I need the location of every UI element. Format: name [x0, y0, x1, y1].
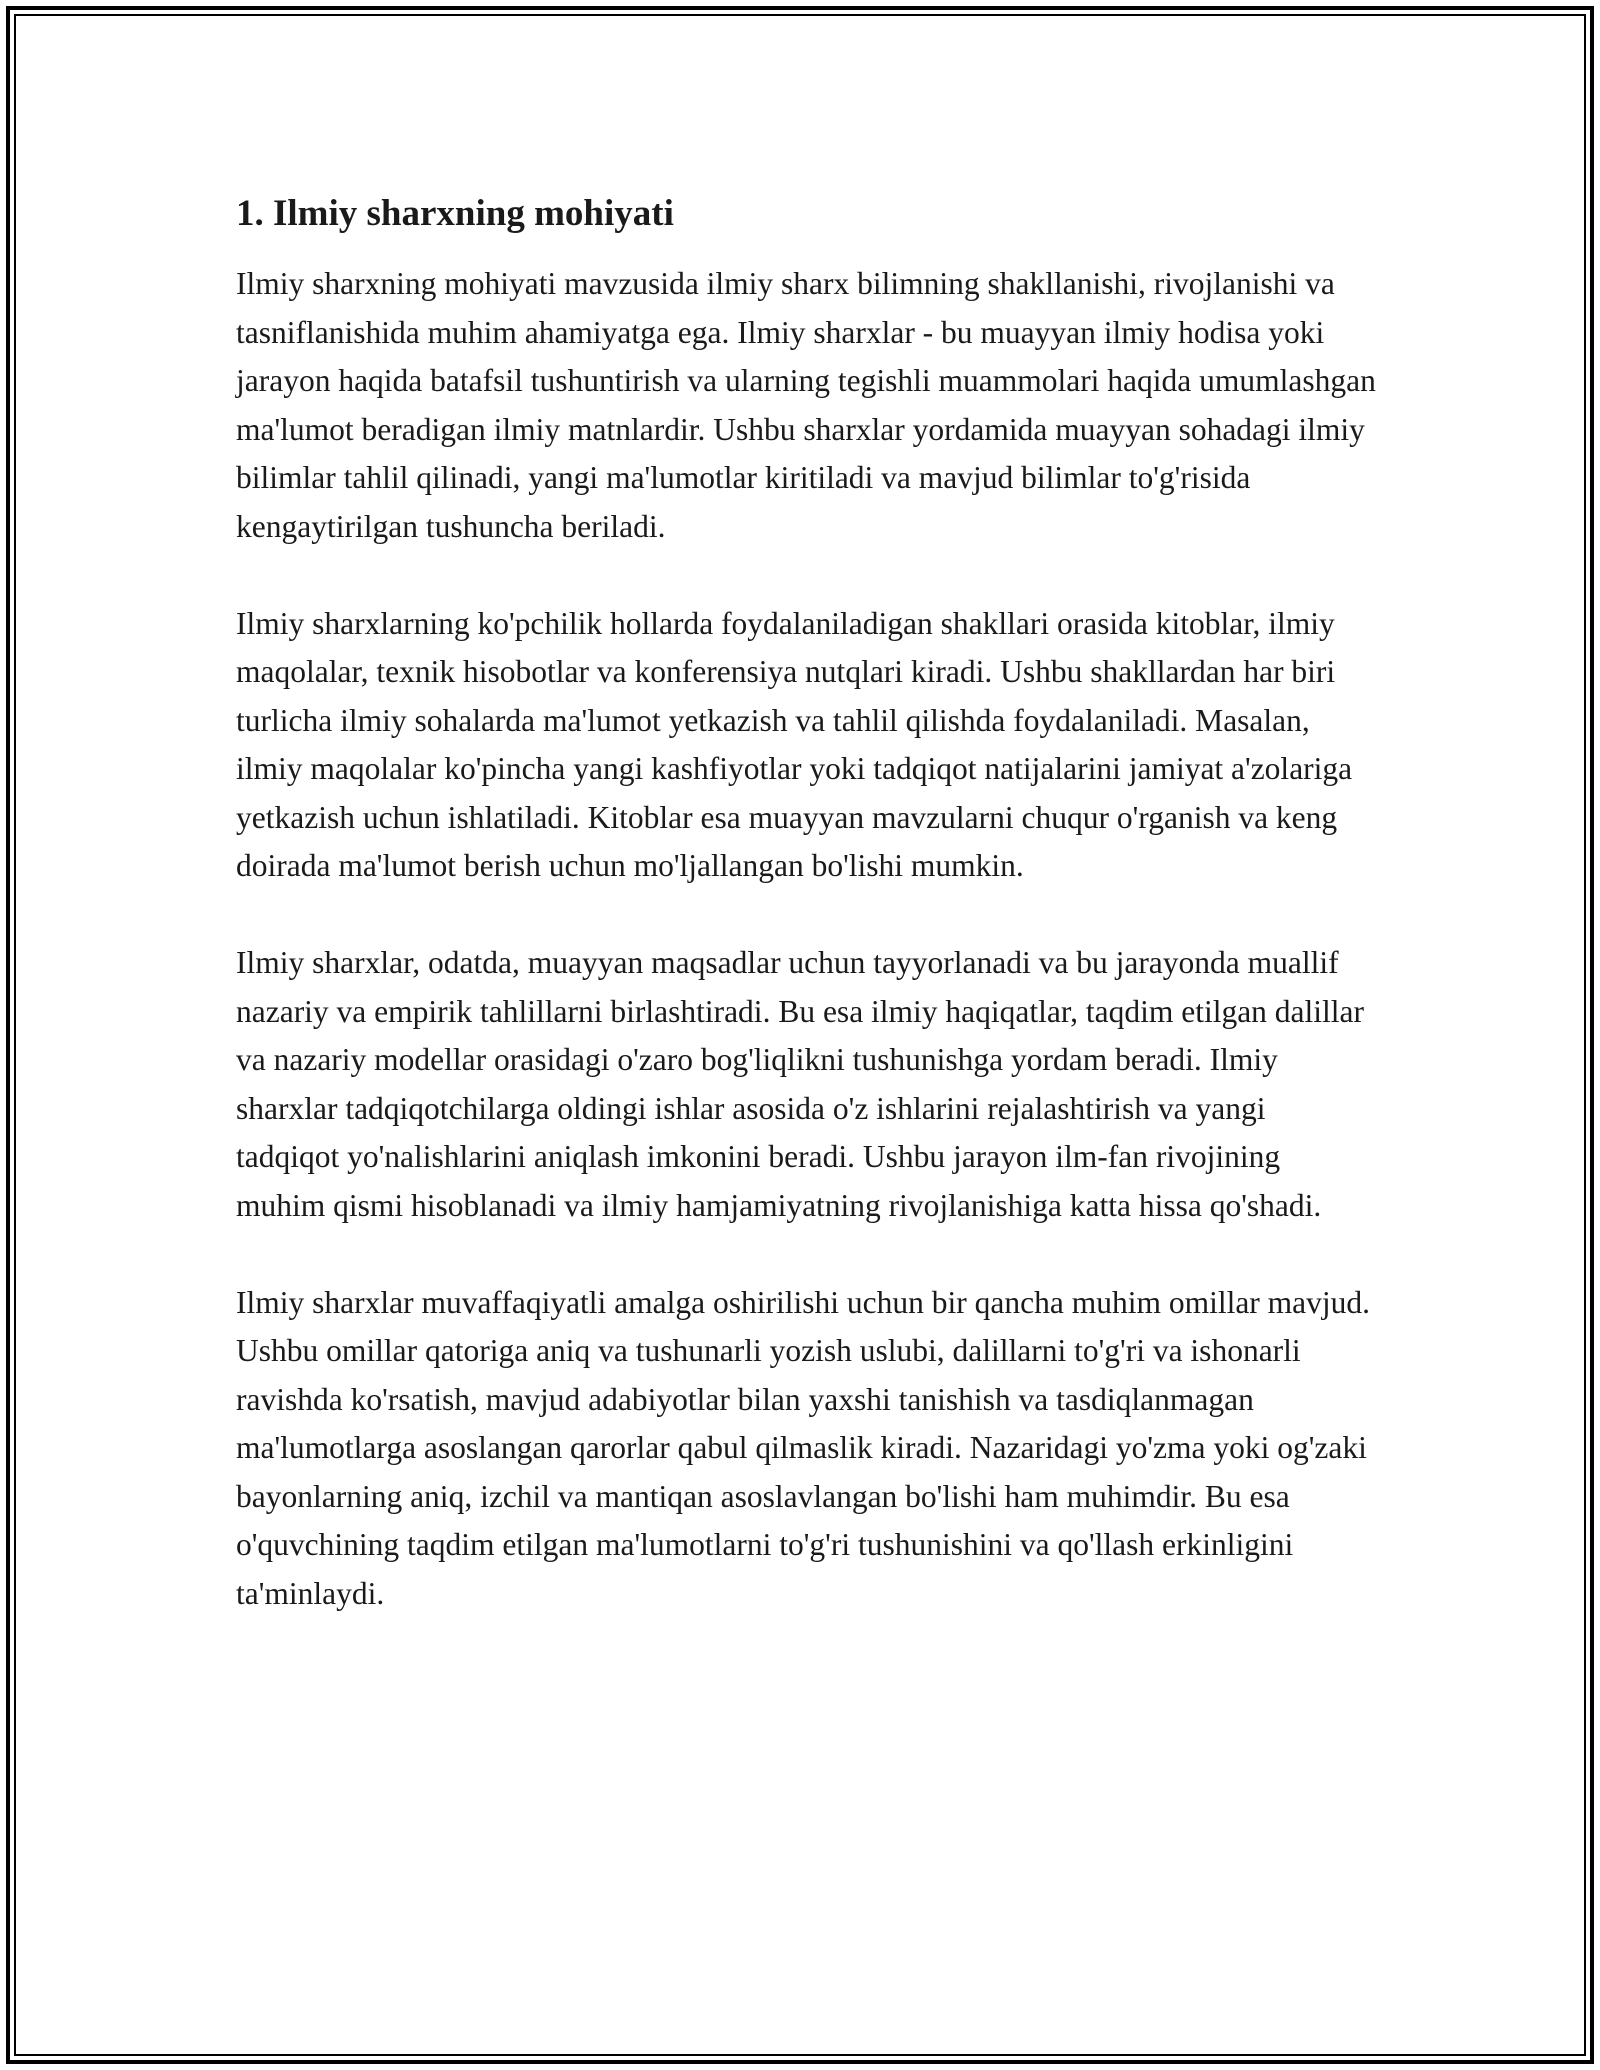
paragraph-2: Ilmiy sharxlarning ko'pchilik hollarda foydalaniladigan shakllari orasida kitoblar, ilmiy maqolalar, texnik hisobotlar va konferensiya nutqlari kiradi. Ushbu shakllardan har biri turlicha ilmiy sohalarda ma'lumot yetkazish va tahlil qilishda foydalaniladi. Masalan, ilmiy maqolalar ko'pincha yangi kashfiyotlar yoki tadqiqot natijalarini jamiyat a'zolariga yetkazish uchun ishlatiladi. Kitoblar esa muayyan mavzularni chuqur o'rganish va keng doirada ma'lumot berish uchun mo'ljallangan bo'lishi mumkin. — [236, 605, 1353, 883]
section-heading: 1. Ilmiy sharxning mohiyati — [236, 193, 674, 234]
paragraph-3: Ilmiy sharxlar, odatda, muayyan maqsadlar uchun tayyorlanadi va bu jarayonda muallif nazariy va empirik tahlillarni birlashtiradi. Bu esa ilmiy haqiqatlar, taqdim etilgan dalillar va nazariy modellar orasidagi o'zaro bog'liqlikni tushunishga yordam beradi. Ilmiy sharxlar tadqiqotchilarga oldingi ishlar asosida o'z ishlarini rejalashtirish va yangi tadqiqot yo'nalishlarini aniqlash imkonini beradi. Ushbu jarayon ilm-fan rivojining muhim qismi hisoblanadi va ilmiy hamjamiyatning rivojlanishiga katta hissa qo'shadi. — [236, 945, 1365, 1223]
paragraph-4: Ilmiy sharxlar muvaffaqiyatli amalga oshirilishi uchun bir qancha muhim omillar mavjud. Ushbu omillar qatoriga aniq va tushunarli yozish uslubi, dalillarni to'g'ri va ishonarli ravishda ko'rsatish, mavjud adabiyotlar bilan yaxshi tanishish va tasdiqlanmagan ma'lumotlarga asoslangan qarorlar qabul qilmaslik kiradi. Nazaridagi yo'zma yoki og'zaki bayonlarning aniq, izchil va mantiqan asoslavlangan bo'lishi ham muhimdir. Bu esa o'quvchining taqdim etilgan ma'lumotlarni to'g'ri tushunishini va qo'llash erkinligini ta'minlaydi. — [236, 1284, 1371, 1611]
document-body — [236, 188, 1376, 1667]
paragraph-1: Ilmiy sharxning mohiyati mavzusida ilmiy sharx bilimning shakllanishi, rivojlanishi va tasniflanishida muhim ahamiyatga ega. Ilmiy sharxlar - bu muayyan ilmiy hodisa yoki jarayon haqida batafsil tushuntirish va ularning tegishli muammolari haqida umumlashgan ma'lumot beradigan ilmiy matnlardir. Ushbu sharxlar yordamida muayyan sohadagi ilmiy bilimlar tahlil qilinadi, yangi ma'lumotlar kiritiladi va mavjud bilimlar to'g'risida kengaytirilgan tushuncha beriladi. — [236, 266, 1376, 544]
